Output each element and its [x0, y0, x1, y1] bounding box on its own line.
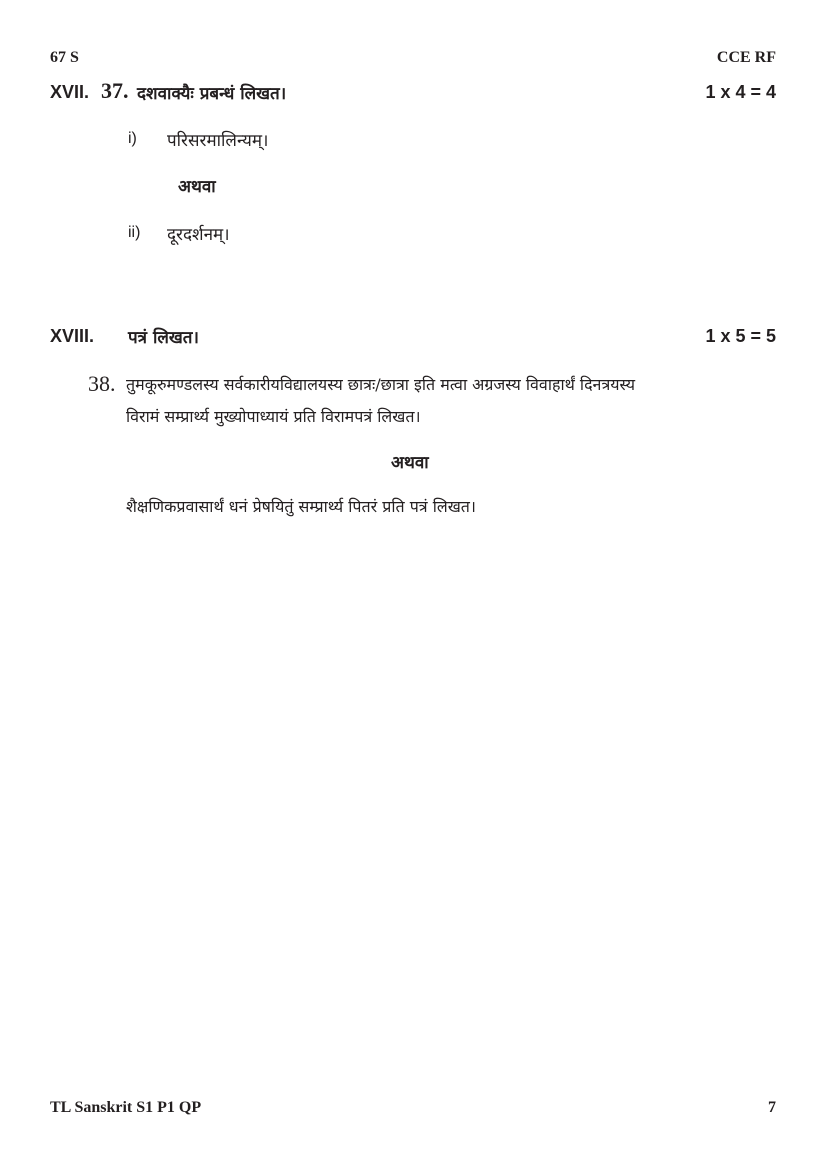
question-38-number: 38. — [88, 371, 116, 396]
question-37-marks: 1 x 4 = 4 — [705, 82, 776, 102]
paper-code-right: CCE RF — [716, 49, 776, 66]
option-2-label: ii) — [128, 224, 141, 241]
question-38-alternative: शैक्षणिकप्रवासार्थं धनं प्रेषयितुं सम्प्रार्थ्य पितरं प्रति पत्रं लिखत। — [126, 497, 476, 516]
question-37-instruction: दशवाक्यैः प्रबन्धं लिखत। — [137, 84, 287, 104]
section-18-roman: XVIII. — [50, 326, 95, 346]
question-38-marks: 1 x 5 = 5 — [705, 326, 776, 346]
question-38-line-2: विरामं सम्प्रार्थ्य मुख्योपाध्यायं प्रति विरामपत्रं लिखत। — [126, 407, 421, 426]
or-label-1: अथवा — [178, 177, 216, 197]
question-37-number: 37. — [101, 78, 129, 103]
page-number: 7 — [768, 1099, 776, 1116]
or-label-2: अथवा — [391, 453, 429, 473]
question-38-instruction: पत्रं लिखत। — [128, 328, 199, 348]
question-38-line-1: तुमकूरुमण्डलस्य सर्वकारीयविद्यालयस्य छात्रः/छात्रा इति मत्वा अग्रजस्य विवाहार्थं दिनत्रयस्य — [126, 375, 636, 394]
option-1-label: i) — [128, 130, 137, 147]
footer-paper-code: TL Sanskrit S1 P1 QP — [50, 1099, 202, 1116]
option-1-text: परिसरमालिन्यम्। — [167, 131, 269, 151]
section-17-roman: XVII. — [50, 82, 90, 102]
option-2-text: दूरदर्शनम्। — [167, 225, 230, 245]
paper-code-left: 67 S — [50, 49, 79, 66]
